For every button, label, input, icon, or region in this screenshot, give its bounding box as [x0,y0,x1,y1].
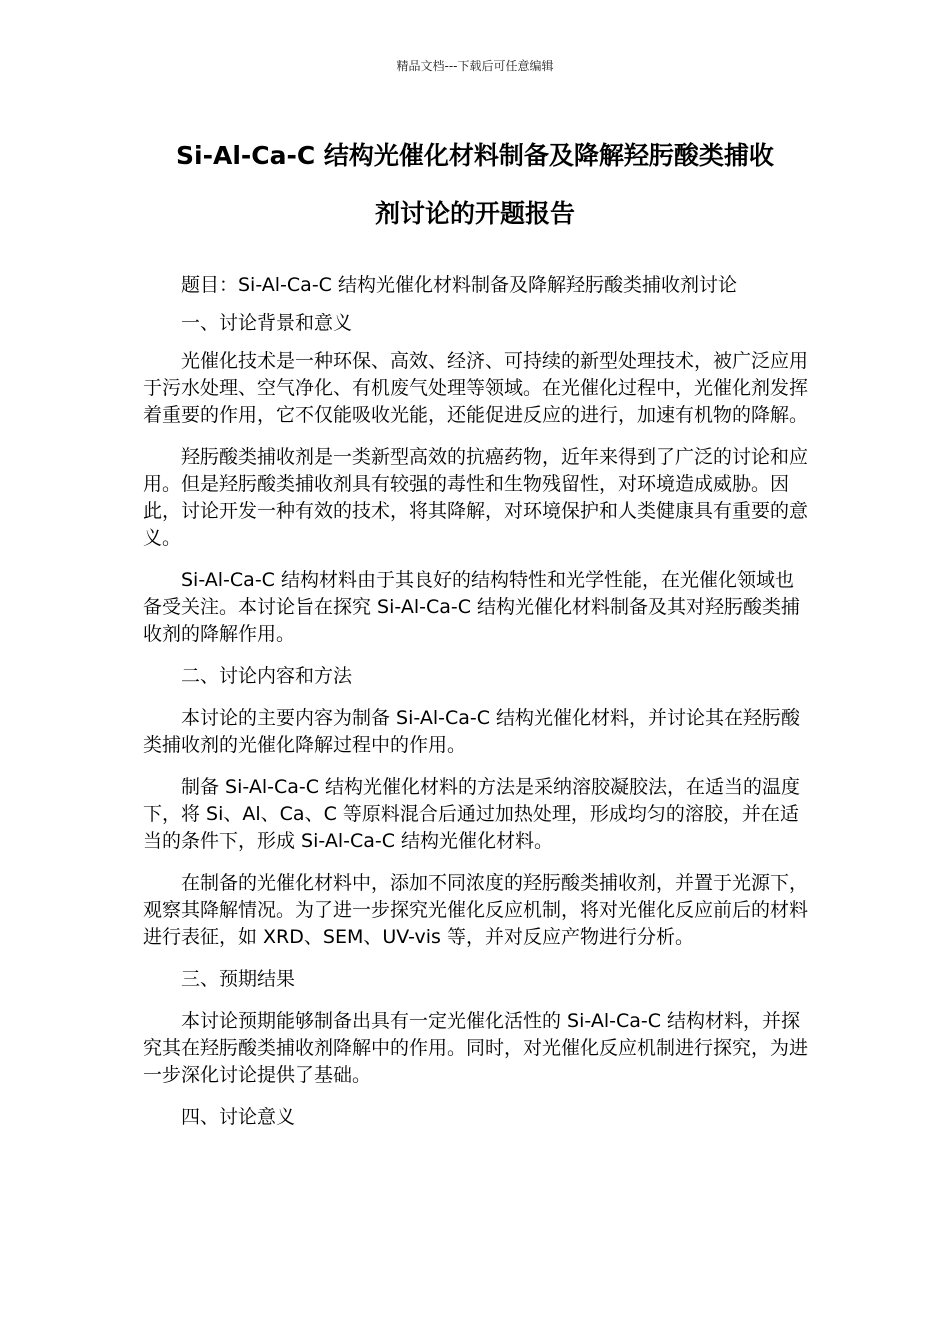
document-body [143,272,808,1131]
page-header: 精品文档---下载后可任意编辑 [396,59,554,73]
body-paragraph: 本讨论预期能够制备出具有一定光催化活性的 Si-Al-Ca-C 结构材料，并探究其在羟肟酸类捕收剂降解中的作用。同时，对光催化反应机制进行探究，为进一步深化讨论提供了基础。 [143,1010,809,1086]
section-heading-expected-results: 三、预期结果 [181,968,296,990]
body-paragraph: 在制备的光催化材料中，添加不同浓度的羟肟酸类捕收剂，并置于光源下，观察其降解情况。为了进一步探究光催化反应机制，将对光催化反应前后的材料进行表征，如 XRD、SEM、UV-vis 等，并对反应产物进行分析。 [143,872,809,948]
topic-line: 题目：Si-Al-Ca-C 结构光催化材料制备及降解羟肟酸类捕收剂讨论 [181,274,737,296]
section-heading-content-methods: 二、讨论内容和方法 [181,665,353,687]
body-paragraph: 羟肟酸类捕收剂是一类新型高效的抗癌药物，近年来得到了广泛的讨论和应用。但是羟肟酸类捕收剂具有较强的毒性和生物残留性，对环境造成威胁。因此，讨论开发一种有效的技术，将其降解，对环境保护和人类健康具有重要的意义。 [143,446,809,549]
document-title-line-2: 剂讨论的开题报告 [374,199,575,228]
document-title-line-1: Si-Al-Ca-C 结构光催化材料制备及降解羟肟酸类捕收 [176,141,774,170]
body-paragraph: 光催化技术是一种环保、高效、经济、可持续的新型处理技术，被广泛应用于污水处理、空气净化、有机废气处理等领域。在光催化过程中，光催化剂发挥着重要的作用，它不仅能吸收光能，还能促进反应的进行，加速有机物的降解。 [143,350,809,426]
body-paragraph: 本讨论的主要内容为制备 Si-Al-Ca-C 结构光催化材料，并讨论其在羟肟酸类捕收剂的光催化降解过程中的作用。 [143,707,801,756]
section-heading-significance: 四、讨论意义 [181,1106,296,1128]
body-paragraph: Si-Al-Ca-C 结构材料由于其良好的结构特性和光学性能，在光催化领域也备受关注。本讨论旨在探究 Si-Al-Ca-C 结构光催化材料制备及其对羟肟酸类捕收剂的降解作用。 [143,569,801,645]
body-paragraph: 制备 Si-Al-Ca-C 结构光催化材料的方法是采纳溶胶凝胶法，在适当的温度下，将 Si、Al、Ca、C 等原料混合后通过加热处理，形成均匀的溶胶，并在适当的条件下，形成 Si-Al-Ca-C 结构光催化材料。 [143,776,801,852]
section-heading-background: 一、讨论背景和意义 [181,312,353,334]
